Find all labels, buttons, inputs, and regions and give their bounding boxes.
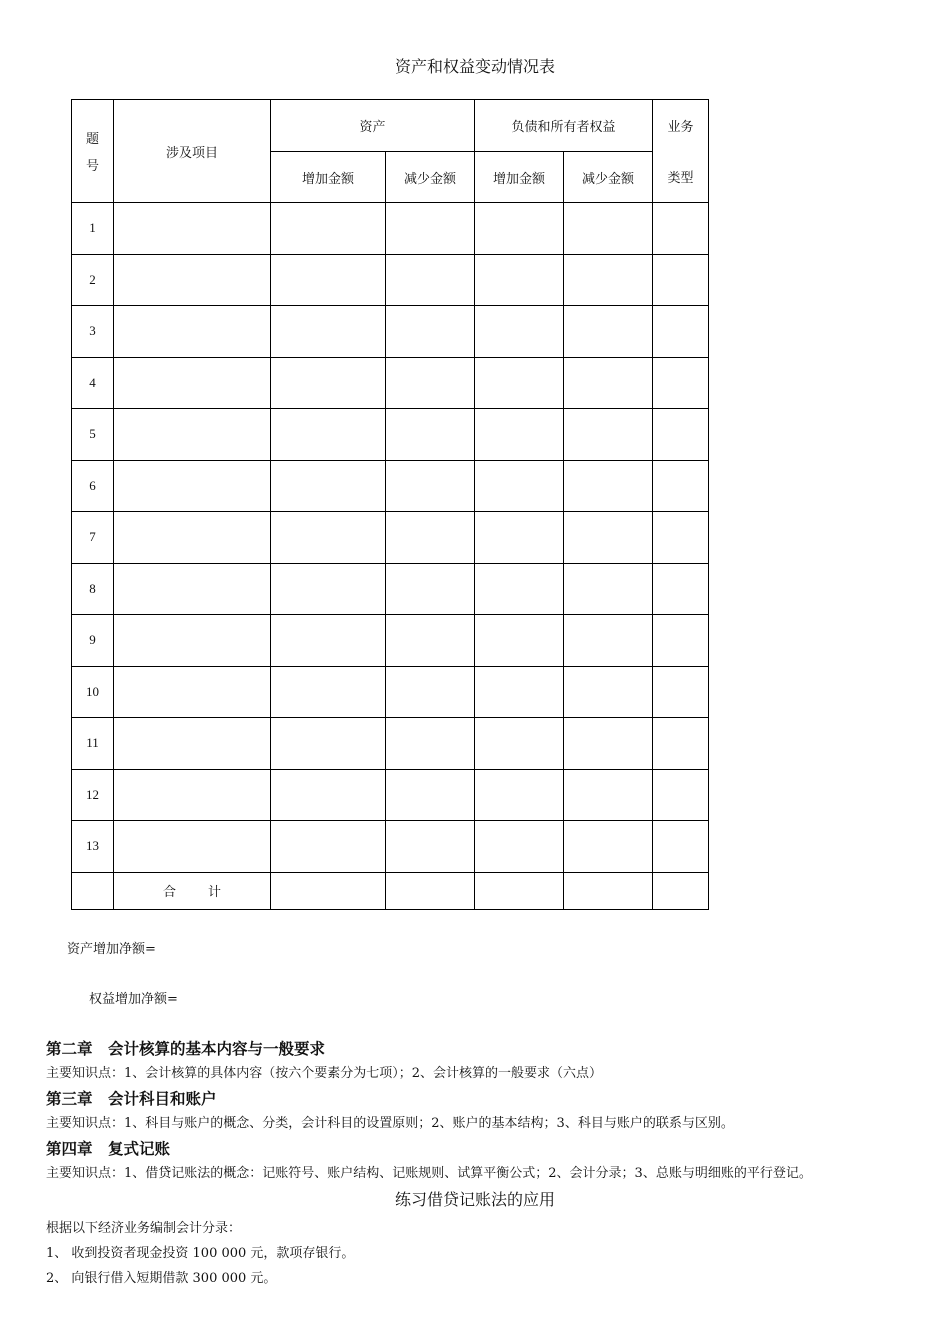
table-cell [653,460,709,512]
table-row [72,254,709,306]
table-cell [564,821,653,873]
table-cell [386,203,475,255]
table-row [72,769,709,821]
chapter-4-heading: 第四章 复式记账 [46,1140,171,1158]
table-cell [564,306,653,358]
table-cell [114,203,271,255]
net-equity-increase: 权益增加净额= [89,992,178,1007]
table-cell [564,203,653,255]
table-row [72,460,709,512]
header-le-increase: 增加金额 [475,152,564,203]
table-cell [564,460,653,512]
table-cell [114,563,271,615]
exercise-item-2: 2、 向银行借入短期借款 300 000 元。 [46,1271,277,1286]
table-cell [564,615,653,667]
chapter-2-points: 主要知识点：1、会计核算的具体内容（按六个要素分为七项）；2、会计核算的一般要求（六点） [46,1066,603,1081]
table-cell [386,306,475,358]
row-number: 10 [72,666,114,718]
row-number: 3 [72,306,114,358]
table-row [72,821,709,873]
total-cell [653,872,709,909]
table-cell [475,254,564,306]
row-number: 7 [72,512,114,564]
table-cell [564,512,653,564]
table-cell [271,254,386,306]
chapter-2-heading: 第二章 会计核算的基本内容与一般要求 [46,1040,326,1058]
table-cell [114,409,271,461]
table-row [72,563,709,615]
table-cell [114,769,271,821]
table-cell [564,718,653,770]
row-number: 11 [72,718,114,770]
row-number: 12 [72,769,114,821]
table-cell [475,357,564,409]
table-cell [653,254,709,306]
table-cell [114,254,271,306]
row-number: 2 [72,254,114,306]
table-row [72,357,709,409]
table-cell [653,666,709,718]
table-cell [271,203,386,255]
table-cell [475,409,564,461]
row-number: 6 [72,460,114,512]
table-cell [564,357,653,409]
chapter-3-heading: 第三章 会计科目和账户 [46,1090,217,1108]
table-cell [653,563,709,615]
exercise-intro: 根据以下经济业务编制会计分录： [46,1221,242,1236]
table-row [72,306,709,358]
total-row [72,872,709,909]
table-cell [475,666,564,718]
table-cell [653,718,709,770]
table-cell [653,357,709,409]
header-assets-increase: 增加金额 [271,152,386,203]
exercise-title: 练习借贷记账法的应用 [394,1190,555,1209]
table-cell [114,460,271,512]
table-row [72,666,709,718]
table-cell [386,409,475,461]
table-cell [475,615,564,667]
row-number: 1 [72,203,114,255]
table-cell [271,666,386,718]
table-cell [475,769,564,821]
row-number: 9 [72,615,114,667]
header-le-decrease: 减少金额 [564,152,653,203]
table-cell [386,512,475,564]
table-cell [564,409,653,461]
table-cell [114,357,271,409]
total-cell [564,872,653,909]
table-cell [475,563,564,615]
table-cell [653,306,709,358]
table-cell [271,512,386,564]
total-number-cell [72,872,114,909]
table-cell [386,821,475,873]
table-cell [114,821,271,873]
header-qnum-line1: 题 [85,132,99,147]
total-label-1: 合 [162,885,176,900]
table-cell [271,409,386,461]
table-cell [653,203,709,255]
table-cell [386,460,475,512]
table-cell [386,357,475,409]
total-cell [271,872,386,909]
table-cell [271,821,386,873]
row-number: 8 [72,563,114,615]
table-row [72,203,709,255]
header-item: 涉及项目 [114,100,271,203]
row-number: 5 [72,409,114,461]
table-cell [386,254,475,306]
table-cell [653,409,709,461]
chapter-4-points: 主要知识点：1、借贷记账法的概念：记账符号、账户结构、记账规则、试算平衡公式；2、会计分录；3、总账与明细账的平行登记。 [46,1166,812,1181]
table-cell [475,203,564,255]
table-row [72,718,709,770]
table-cell [653,615,709,667]
table-cell [653,769,709,821]
table-cell [475,306,564,358]
table-cell [271,769,386,821]
header-assets-decrease: 减少金额 [386,152,475,203]
header-question-number [72,100,114,203]
table-cell [271,357,386,409]
table-cell [653,512,709,564]
table-cell [114,666,271,718]
table-cell [386,615,475,667]
row-number: 4 [72,357,114,409]
chapter-3-points: 主要知识点：1、科目与账户的概念、分类，会计科目的设置原则；2、账户的基本结构；3、科目与账户的联系与区别。 [46,1116,734,1131]
table-row [72,512,709,564]
table-cell [386,666,475,718]
table-cell [114,718,271,770]
total-label-2: 计 [208,885,222,900]
table-row [72,615,709,667]
table-cell [386,769,475,821]
header-biz-type-line1: 业务 [653,100,709,152]
table-cell [653,821,709,873]
table-cell [271,460,386,512]
table-cell [386,563,475,615]
total-cell [475,872,564,909]
table-cell [475,718,564,770]
header-liabilities-equity: 负债和所有者权益 [475,100,653,152]
table-cell [564,769,653,821]
table-cell [271,615,386,667]
total-label [114,872,271,909]
table-cell [271,718,386,770]
table-row [72,409,709,461]
table-cell [475,512,564,564]
table-cell [564,666,653,718]
table-cell [564,254,653,306]
table-cell [271,563,386,615]
table-cell [475,460,564,512]
header-qnum-line2: 号 [85,159,99,174]
total-cell [386,872,475,909]
header-biz-type-line2: 类型 [653,152,709,203]
table-cell [475,821,564,873]
table-cell [114,306,271,358]
table-cell [114,615,271,667]
table-cell [114,512,271,564]
table-cell [271,306,386,358]
exercise-item-1: 1、 收到投资者现金投资 100 000 元，款项存银行。 [46,1246,355,1261]
asset-equity-change-table [71,99,709,910]
row-number: 13 [72,821,114,873]
table-cell [386,718,475,770]
header-assets: 资产 [271,100,475,152]
table-cell [564,563,653,615]
net-asset-increase: 资产增加净额= [67,942,156,957]
table-title: 资产和权益变动情况表 [394,57,555,76]
